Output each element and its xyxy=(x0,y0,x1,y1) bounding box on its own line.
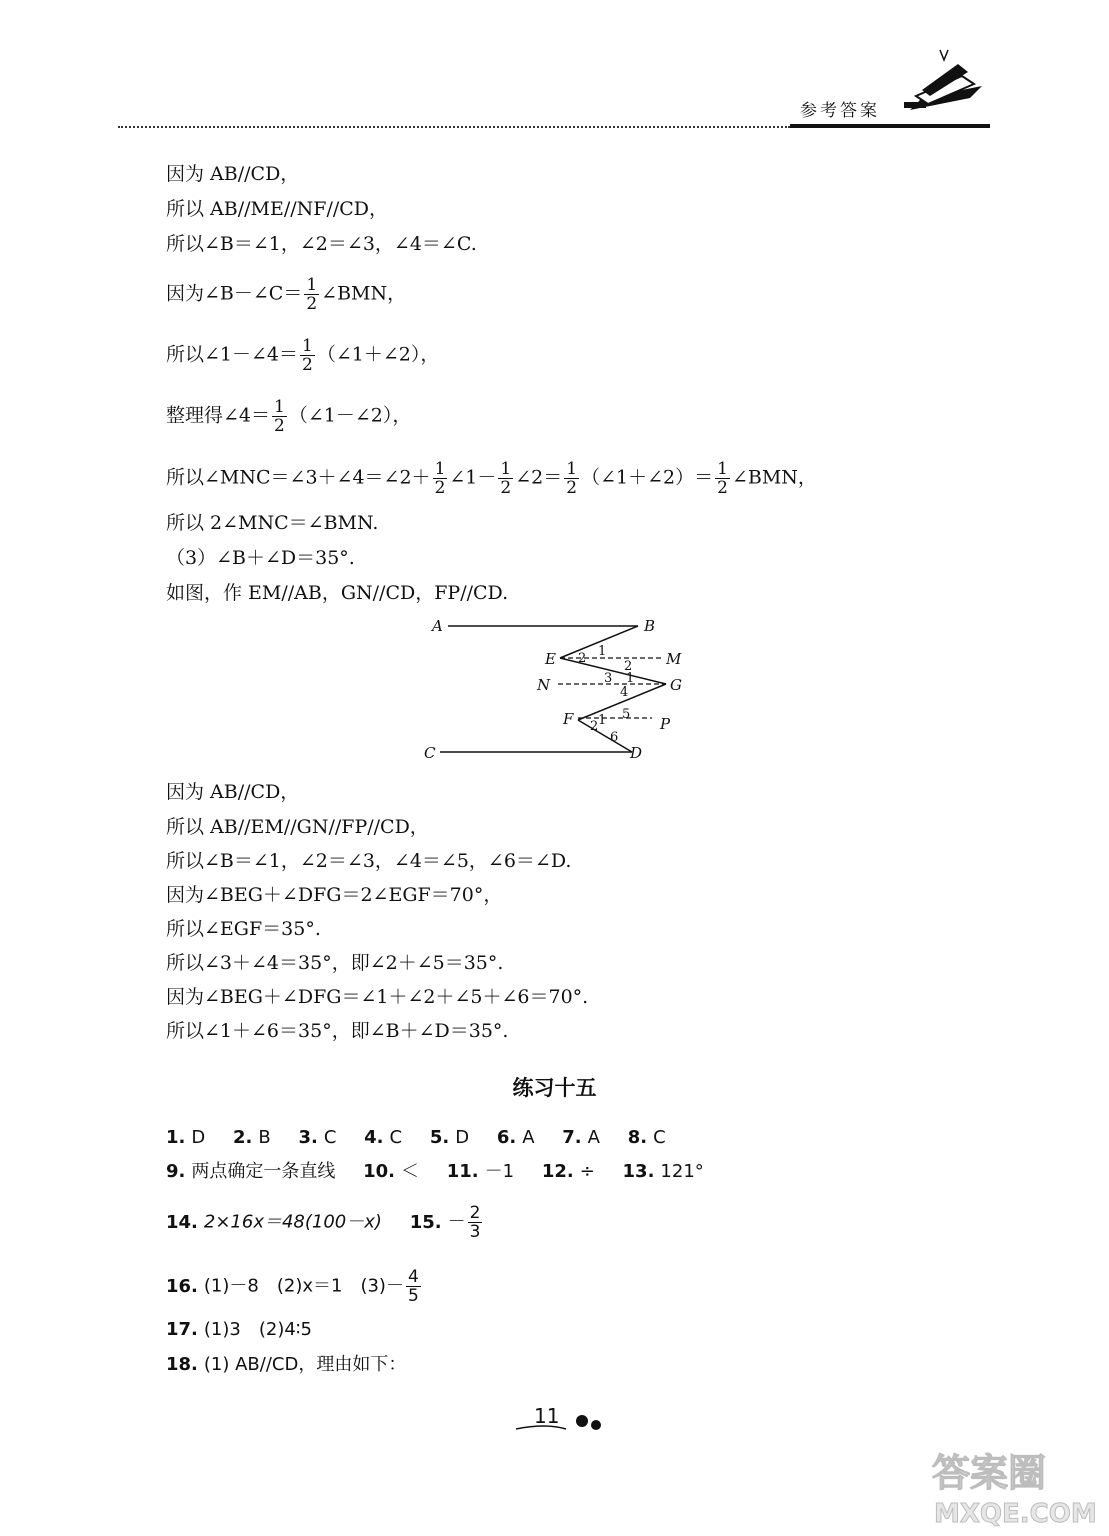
label-d: D xyxy=(630,744,643,762)
answer-value: C xyxy=(389,1127,403,1148)
page-ornament-icon xyxy=(516,1405,616,1435)
proof-line-7: 因为∠BEG＋∠DFG＝∠1＋∠2＋∠5＋∠6＝70°. xyxy=(166,986,589,1008)
answer-number: 12. xyxy=(541,1161,574,1182)
page-number: 11 xyxy=(534,1404,560,1428)
answer-value: D xyxy=(191,1127,206,1148)
answers-row-2 xyxy=(166,1160,704,1184)
fraction-denominator: 2 xyxy=(717,478,728,498)
fraction-numerator: 1 xyxy=(306,275,318,295)
angle-label-5: 5 xyxy=(622,707,631,722)
fraction-numerator: 2 xyxy=(469,1203,481,1223)
angle-label-2c: 2 xyxy=(590,719,599,734)
fraction xyxy=(715,460,730,497)
fraction-denominator: 2 xyxy=(434,478,446,498)
fraction-denominator: 3 xyxy=(469,1222,481,1242)
header-solid-rule xyxy=(790,124,990,128)
answer-value: B xyxy=(258,1127,271,1148)
solution-text: 所以∠MNC＝∠3＋∠4＝∠2＋ xyxy=(166,466,431,489)
section-title: 练习十五 xyxy=(512,1076,597,1100)
answer-value: (1)－8 (2)x＝1 (3)－ xyxy=(203,1275,404,1297)
solution-line-2: 所以 AB//ME//NF//CD， xyxy=(166,198,389,220)
proof-line-6: 所以∠3＋∠4＝35°，即∠2＋∠5＝35°. xyxy=(166,952,504,974)
fraction-numerator: 1 xyxy=(717,459,728,479)
label-g: G xyxy=(670,676,682,694)
solution-text: ∠BMN， xyxy=(321,282,407,305)
fraction xyxy=(498,460,513,497)
solution-line-4 xyxy=(166,276,406,313)
fraction-numerator: 1 xyxy=(434,459,446,479)
answers-row-4 xyxy=(166,1268,423,1305)
label-p: P xyxy=(660,715,671,733)
header-label: 参考答案 xyxy=(800,101,880,121)
fraction-numerator: 1 xyxy=(302,336,313,356)
answer-value: ＜ xyxy=(401,1161,419,1182)
solution-text: ∠BMN， xyxy=(731,466,817,489)
solution-text: ∠1－ xyxy=(449,466,497,489)
angle-label-1: 1 xyxy=(598,644,607,659)
answer-value: A xyxy=(522,1127,535,1148)
answer-value: －1 xyxy=(484,1161,515,1182)
solution-text: （∠1＋∠2）＝ xyxy=(581,466,714,489)
answer-number: 8. xyxy=(627,1127,648,1148)
fraction xyxy=(564,460,579,497)
fraction-denominator: 2 xyxy=(302,355,313,375)
fraction xyxy=(406,1268,421,1305)
solution-text: 整理得∠4＝ xyxy=(166,404,271,427)
solution-text: （∠1－∠2）， xyxy=(288,404,412,427)
answer-number: 7. xyxy=(562,1127,582,1148)
solution-text: 所以∠1－∠4＝ xyxy=(166,343,299,366)
answer-number: 17. xyxy=(166,1319,198,1340)
angle-label-2: 2 xyxy=(578,651,587,666)
fraction-numerator: 1 xyxy=(566,459,578,479)
answer-number: 10. xyxy=(363,1161,395,1182)
solution-line-7 xyxy=(166,460,817,497)
fraction-denominator: 5 xyxy=(407,1286,419,1306)
proof-line-5: 所以∠EGF＝35°. xyxy=(166,918,321,940)
proof-line-4: 因为∠BEG＋∠DFG＝2∠EGF＝70°， xyxy=(166,884,503,906)
proof-line-3: 所以∠B＝∠1，∠2＝∠3，∠4＝∠5，∠6＝∠D. xyxy=(166,850,572,872)
label-m: M xyxy=(666,650,682,668)
answer-number: 1. xyxy=(166,1127,186,1148)
answer-value: 2×16x＝48(100－x) xyxy=(203,1211,382,1233)
fraction xyxy=(304,276,319,313)
solution-line-9: （3）∠B＋∠D＝35°. xyxy=(166,547,355,569)
answer-number: 14. xyxy=(166,1211,198,1233)
angle-label-2b: 2 xyxy=(624,659,633,674)
label-f: F xyxy=(563,710,574,728)
fraction-numerator: 4 xyxy=(407,1267,419,1287)
answer-number: 2. xyxy=(232,1127,253,1148)
answer-number: 9. xyxy=(166,1161,186,1182)
watermark-url: MXQE.COM xyxy=(934,1499,1097,1529)
label-c: C xyxy=(424,744,436,762)
fraction xyxy=(272,398,287,435)
answer-value: ÷ xyxy=(579,1161,595,1182)
solution-text: （∠1＋∠2）， xyxy=(316,343,440,366)
answers-row-5 xyxy=(166,1318,312,1342)
label-b: B xyxy=(644,617,656,635)
label-e: E xyxy=(545,650,556,668)
answer-value: 两点确定一条直线 xyxy=(191,1161,336,1182)
angle-label-1b: 1 xyxy=(626,671,635,686)
answer-value: D xyxy=(455,1127,470,1148)
watermark-text: 答案圈 xyxy=(932,1451,1047,1495)
angle-label-6: 6 xyxy=(610,730,619,745)
watermark-logo xyxy=(928,1440,1098,1530)
answer-number: 16. xyxy=(166,1275,198,1297)
fraction-numerator: 1 xyxy=(274,397,285,417)
fraction-numerator: 1 xyxy=(500,459,512,479)
line-eg xyxy=(560,658,666,684)
fraction-denominator: 2 xyxy=(306,294,318,314)
angle-label-3: 3 xyxy=(604,671,613,686)
solution-line-1: 因为 AB//CD， xyxy=(166,163,300,185)
fraction xyxy=(300,337,315,374)
answer-number: 11. xyxy=(446,1161,479,1182)
answer-number: 3. xyxy=(298,1127,318,1148)
label-n: N xyxy=(537,676,551,694)
answer-number: 6. xyxy=(496,1127,517,1148)
fraction-denominator: 2 xyxy=(274,416,285,436)
answer-number: 18. xyxy=(166,1354,198,1375)
proof-line-1: 因为 AB//CD， xyxy=(166,781,300,803)
answer-value: C xyxy=(323,1127,337,1148)
solution-line-5 xyxy=(166,337,439,374)
solution-text: 因为∠B－∠C＝ xyxy=(166,282,303,305)
solution-text: ∠2＝ xyxy=(515,466,563,489)
answer-number: 13. xyxy=(622,1161,655,1182)
books-decoration-icon xyxy=(900,40,990,122)
solution-line-10: 如图，作 EM//AB，GN//CD，FP//CD. xyxy=(166,582,509,604)
answers-row-1 xyxy=(166,1126,666,1150)
solution-line-6 xyxy=(166,398,411,435)
label-a: A xyxy=(432,617,443,635)
answer-number: 5. xyxy=(429,1127,450,1148)
angle-label-4: 4 xyxy=(620,685,629,700)
answer-value: (1) AB//CD，理由如下： xyxy=(203,1354,407,1375)
solution-line-8: 所以 2∠MNC＝∠BMN. xyxy=(166,512,379,534)
fraction-denominator: 2 xyxy=(500,478,512,498)
answer-value: － xyxy=(447,1211,466,1233)
proof-line-8: 所以∠1＋∠6＝35°，即∠B＋∠D＝35°. xyxy=(166,1020,509,1042)
answer-value: A xyxy=(587,1127,600,1148)
solution-line-3: 所以∠B＝∠1，∠2＝∠3，∠4＝∠C. xyxy=(166,233,477,255)
fraction xyxy=(433,460,448,497)
answer-value: (1)3 (2)4∶5 xyxy=(203,1319,312,1340)
header-dotted-rule xyxy=(118,126,790,128)
angle-label-1c: 1 xyxy=(598,713,607,728)
answer-value: C xyxy=(653,1127,666,1148)
answer-value: 121° xyxy=(660,1161,704,1182)
answer-number: 4. xyxy=(364,1127,384,1148)
answers-row-3 xyxy=(166,1204,484,1241)
geometry-diagram xyxy=(420,610,710,770)
proof-line-2: 所以 AB//EM//GN//FP//CD， xyxy=(166,816,429,838)
fraction-denominator: 2 xyxy=(566,478,578,498)
answer-number: 15. xyxy=(409,1211,442,1233)
fraction xyxy=(468,1204,483,1241)
answers-row-6 xyxy=(166,1353,406,1377)
